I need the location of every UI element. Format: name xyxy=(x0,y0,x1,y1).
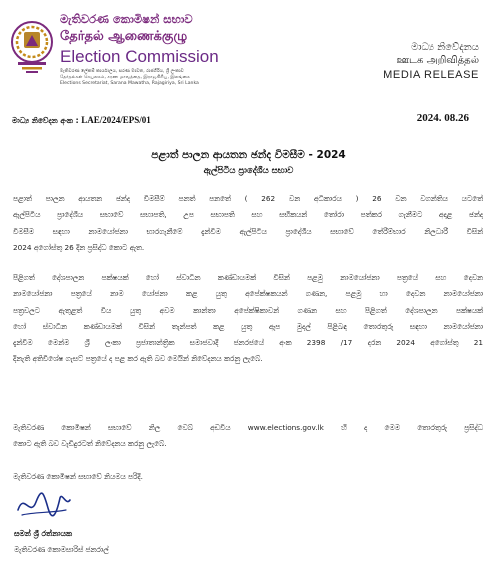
paragraph-line: පත්‍රවලට ඇතුළත් විය යුතු අවම කාන්තා අපේක්ෂිකාවන් ගණන සහ පිළිගත් දේශපාලන පක්ෂයක් xyxy=(13,305,483,315)
paragraph-line: 2024 අගෝස්තු 26 දින ප්‍රසිද්ධ කොට ඇත. xyxy=(13,242,145,252)
document-subtitle: ඇල්පිටිය ප්‍රාදේශීය සභාව xyxy=(203,166,294,176)
paragraph-4 xyxy=(13,469,483,485)
letterhead xyxy=(0,0,497,110)
address-english: Elections Secretariat, Sarana Mawatha, Rajagiriya, Sri Lanka xyxy=(60,81,199,86)
address-tamil: தேர்தல்கள் செயலகம், சரண மாவத்தை, இராஜகிரிய, இலங்கை xyxy=(60,75,190,80)
paragraph-line: දැන්වීම මෙන්ම ශ්‍රී ලංකා ප්‍රජාතාන්ත්‍රික සමාජවාදී ජනරජයේ අංක 2398 /17 දරන 2024 අගෝස්තු 21 xyxy=(13,338,483,348)
paragraph-line: කොට ඇති බව වැඩිදුරටත් නිවේදනය කරනු ලැබේ. xyxy=(13,439,167,449)
document-title: පළාත් පාලන ආයතන ඡන්ද විමසීම - 2024 xyxy=(151,149,346,161)
reference-label: මාධ්‍ය නිවේදන අංක : xyxy=(12,116,82,125)
org-name-sinhala: මැතිවරණ කොමිෂන් සභාව xyxy=(60,12,193,26)
org-name-tamil: தேர்தல் ஆணைக்குழு xyxy=(60,29,188,44)
paragraph-line: පිළිගත් දේශපාලන පක්ෂයක් හෝ ස්වාධීන කණ්ඩායමක් විසින් පළමු නාමයෝජනා පත්‍රයේ සහ දෙවන xyxy=(13,273,483,282)
paragraph-line: නාමයෝජනා පත්‍රයේ නාම යෝජනා කළ යුතු අපේක්ෂකයන් ගණන, පළමු හා දෙවන නාමයෝජනා xyxy=(13,289,483,299)
release-date: 2024. 08.26 xyxy=(416,112,469,124)
signatory-title: මැතිවරණ කොමසාරිස් ජනරාල් xyxy=(14,545,109,554)
paragraph-line: පළාත් පාලන ආයතන ඡන්ද විමසීම් පනත් පනතේ ( 262 වන අධිකාරය ) 26 වන වගන්තිය යටතේ xyxy=(13,194,483,203)
reference-number: LAE/2024/EPS/01 xyxy=(81,115,151,125)
paragraph-3 xyxy=(13,420,483,453)
paragraph-line: දිනැති අතිවිශේෂ ගැසට් පත්‍රයේ ද පළ කර ඇති බව මෙයින් නිවේදනය කරනු ලැබේ. xyxy=(13,354,263,364)
signatory-name: සමන් ශ්‍රී රත්නායක xyxy=(14,529,73,538)
org-name-english: Election Commission xyxy=(60,47,219,66)
paragraph-line: ඇල්පිටිය ප්‍රාදේශීය සභාවේ සභාපති, උප සභාපති සහ සභිකයන් තෝරා පත්කර ගැනීමට අදාළ ඡන්ද xyxy=(13,210,483,220)
paragraph-1 xyxy=(13,191,483,256)
paragraph-line: මැතිවරණ කොමිෂන් සභාවේ නිල වෙබ් අඩවිය www.elections.gov.lk හි ද මෙම තොරතුරු ප්‍රසිද්ධ xyxy=(13,423,483,432)
paragraph-line: විමසීම සඳහා නාමයෝජනා භාරගැනීමේ දැන්වීම ඇල්පිටිය ප්‍රාදේශීය සභාවේ තේරීම්භාර නිලධාරී විසින් xyxy=(13,226,483,236)
media-release-tamil: ஊடக அறிவித்தல் xyxy=(396,55,479,66)
media-release-sinhala: මාධ්‍ය නිවේදනය xyxy=(411,42,479,53)
handwritten-signature xyxy=(14,488,74,522)
paragraph-line: හෝ ස්වාධීන කණ්ඩායමක් විසින් තැන්පත් කළ යුතු ඇප මුදල් පිළිබඳ තොරතුරු සඳහා නාමයෝජනා xyxy=(13,321,483,331)
election-commission-emblem-icon xyxy=(8,18,56,80)
reference-line xyxy=(12,115,151,126)
media-release-english: MEDIA RELEASE xyxy=(383,69,479,81)
paragraph-2 xyxy=(13,270,483,368)
address-sinhala: මැතිවරණ ලේකම් කාර්යාලය, සරණ මාවත, රාජගිරිය, ශ්‍රී ලංකාව xyxy=(60,69,184,74)
paragraph-line: මැතිවරණ කොමිෂන් සභාවේ නියමය පරිදි. xyxy=(13,472,143,481)
